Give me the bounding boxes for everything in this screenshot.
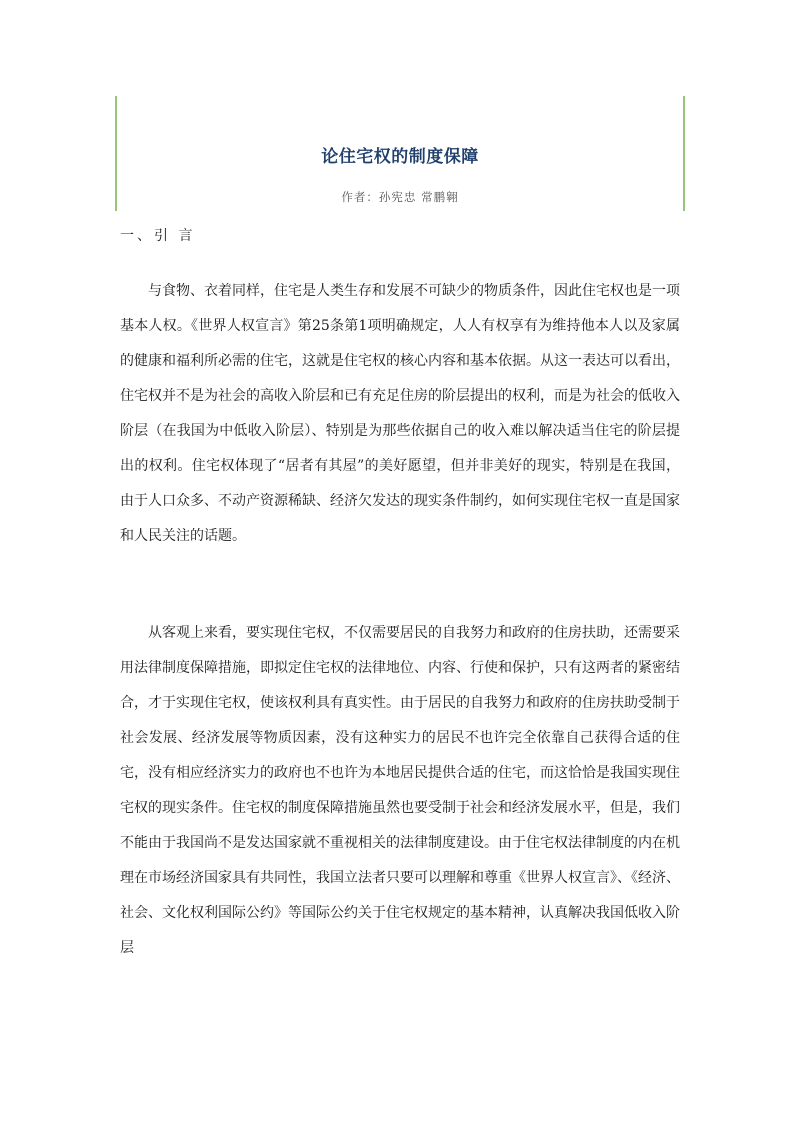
body-paragraph-2: 从客观上来看，要实现住宅权，不仅需要居民的自我努力和政府的住房扶助，还需要采用法律制度保障措施，即拟定住宅权的法律地位、内容、行使和保护，只有这两者的紧密结合，才于实现住宅权，使该权利具有真实性。由于居民的自我努力和政府的住房扶助受制于社会发展、经济发展等物质因素，没有这种实力的居民不也许完全依靠自己获得合适的住宅，没有相应经济实力的政府也不也许为本地居民提供合适的住宅，而这恰恰是我国实现住宅权的现实条件。住宅权的制度保障措施虽然也要受制于社会和经济发展水平，但是，我们不能由于我国尚不是发达国家就不重视相关的法律制度建设。由于住宅权法律制度的内在机理在市场经济国家具有共同性，我国立法者只要可以理解和尊重《世界人权宣言》、《经济、社会、文化权利国际公约》等国际公约关于住宅权规定的基本精神，认真解决我国低收入阶层 — [120, 625, 680, 956]
author-byline: 作者：孙宪忠 常鹏翱 — [341, 190, 459, 204]
body-paragraph-1: 与食物、衣着同样，住宅是人类生存和发展不可缺少的物质条件，因此住宅权也是一项基本人权。《世界人权宣言》第25条第1项明确规定，人人有权享有为维持他本人以及家属的健康和福利所必需的住宅，这就是住宅权的核心内容和基本依据。从这一表达可以看出，住宅权并不是为社会的高收入阶层和已有充足住房的阶层提出的权利，而是为社会的低收入阶层（在我国为中低收入阶层）、特别是为那些依据自己的收入难以解决适当住宅的阶层提出的权利。住宅权体现了“居者有其屋”的美好愿望，但并非美好的现实，特别是在我国，由于人口众多、不动产资源稀缺、经济欠发达的现实条件制约，如何实现住宅权一直是国家和人民关注的话题。 — [120, 283, 680, 544]
section-heading-introduction: 一、引 言 — [120, 228, 196, 244]
document-title: 论住宅权的制度保障 — [321, 147, 479, 167]
